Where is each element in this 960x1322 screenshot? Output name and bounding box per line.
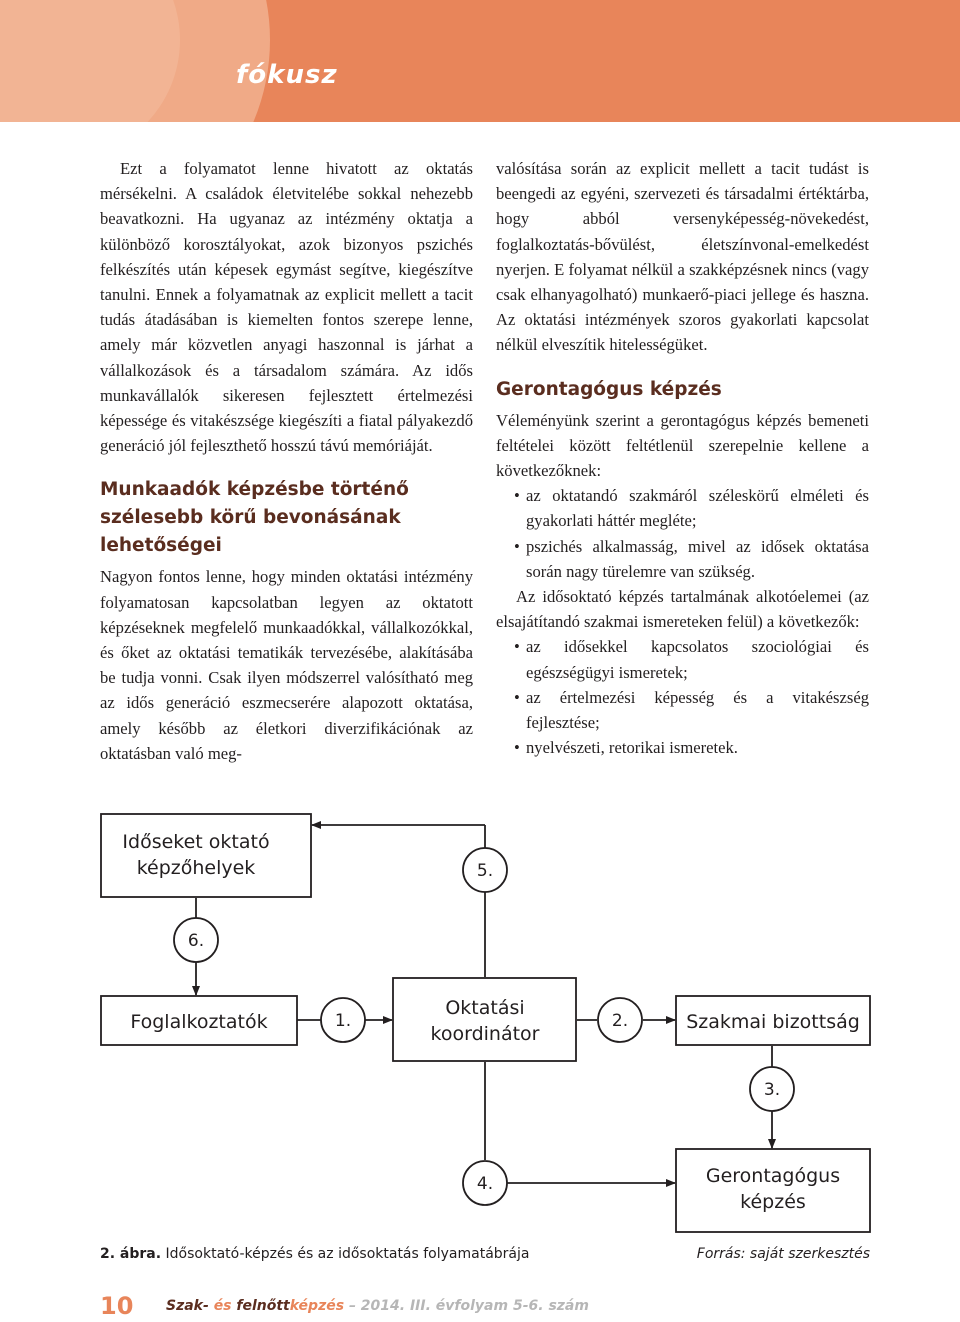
paragraph: valósítása során az explicit mellett a tacit tudást is beengedi az egyéni, szervezeti és társadalmi értéktárba, hogy abból versenyképesség-növekedést, foglalkoztatás-bővülést, életszínvonal-emelkedést nyerjen. E folyamat nélkül a szakképzésnek nincs (vagy csak elhanyagolható) munkaerő-piaci jellege és haszna. Az oktatási intézmények szoros gyakorlati kapcsolat nélkül elveszítik hitelességüket. <box>496 159 869 355</box>
paragraph: Ezt a folyamatot lenne hivatott az oktatás mérsékelni. A családok életvitelébe sokkal nehezebb beavatkozni. Ha ugyanaz az intézmény oktatja a különböző korosztályokat, azok bizonyos pszichés felkészítés után képesek egymást segítve, kiegészítve tanulni. Ennek a folyamatnak az explicit mellett a tacit tudás átadásában is kiemelten fontos szerepe lenne, amely már közvetlen anyagi haszonnal is járhat a vállalkozások és a társadalom számára. Az idős munkavállalók sikeresen fejlesztett értelmezési képessége és vitakészsége kiegészíti a fiatal pályakezdő generáció jól fejleszthető hosszú távú memóriáját. <box>100 159 473 456</box>
box-label: Foglalkoztatók <box>130 1011 268 1033</box>
step-number: 4. <box>476 1174 494 1194</box>
pub-part: képzés <box>289 1298 345 1314</box>
step-number: 2. <box>611 1011 629 1031</box>
step-number: 3. <box>763 1080 781 1100</box>
list-item: • az oktatandó szakmáról széleskörű elméleti és gyakorlati háttér meglétе; <box>496 483 869 533</box>
figure-source: Forrás: saját szerkesztés <box>696 1246 870 1262</box>
right-column <box>496 156 869 760</box>
box-label: koordinátor <box>430 1023 540 1045</box>
list-item: • az értelmezési képesség és a vitakészség fejlesztése; <box>496 685 869 735</box>
box-label: Oktatási <box>445 997 525 1019</box>
pub-part: felnőtt <box>236 1298 290 1314</box>
box-koordinator <box>393 978 576 1061</box>
paragraph: Véleményünk szerint a gerontagógus képzés bemeneti feltételei között feltétlenül szerepelnie kellene a következőknek: <box>496 410 869 481</box>
box-label: képzés <box>740 1191 806 1213</box>
page-number: 10 <box>100 1292 134 1320</box>
list-item: • az idősekkel kapcsolatos szociológiai és egészségügyi ismeretek; <box>496 634 869 684</box>
box-label: Gerontagógus <box>705 1165 841 1187</box>
publication-info <box>166 1298 589 1314</box>
step-number: 6. <box>187 931 205 951</box>
step-number: 1. <box>334 1011 352 1031</box>
pub-part: – 2014. III. évfolyam 5-6. szám <box>348 1298 589 1314</box>
step-number: 5. <box>476 861 494 881</box>
flow-diagram <box>0 800 960 1240</box>
paragraph: Az idősoktató képzés tartalmának alkotóelemei (az elsajátítandó szakmai ismereteken felül) a következők: <box>496 587 869 632</box>
pub-part: és <box>213 1298 232 1314</box>
figure-number: 2. ábra. <box>100 1246 162 1262</box>
list-item: • nyelvészeti, retorikai ismeretek. <box>496 735 869 760</box>
figure-caption <box>100 1246 870 1262</box>
box-label: Szakmai bizottság <box>686 1011 860 1033</box>
box-label: képzőhelyek <box>136 857 256 879</box>
list-item: • pszichés alkalmasság, mivel az idősek oktatása során nagy türelemre van szükség. <box>496 534 869 584</box>
content-list <box>496 634 869 760</box>
left-column <box>100 156 473 766</box>
page-footer <box>100 1292 900 1322</box>
box-label: Időseket oktató <box>122 831 270 853</box>
requirements-list <box>496 483 869 584</box>
section-heading: Gerontagógus képzés <box>496 378 722 400</box>
figure-title: Idősoktató-képzés és az idősoktatás folyamatábrája <box>165 1246 530 1262</box>
section-label: fókusz <box>236 60 338 90</box>
paragraph: Nagyon fontos lenne, hogy minden oktatási intézmény folyamatosan kapcsolatban legyen az oktatott képzéseknek megfelelő munkaadókkal, vállalkozókkal, és őket az oktatási tematikák tervezésébe, alakításába be tudja vonni. Csak ilyen módszerrel valósítható meg az idős generáció eszmecserére alapozott oktatása, amely később az életkori diverzifikációnak az oktatásban való meg- <box>100 567 473 763</box>
decor-circle <box>0 0 180 122</box>
box-kepzohelyek <box>101 814 311 897</box>
pub-part: Szak- <box>166 1298 209 1314</box>
section-heading: Munkaadók képzésbe történő szélesebb körű bevonásának lehetőségei <box>100 479 409 557</box>
page-header <box>0 0 960 122</box>
